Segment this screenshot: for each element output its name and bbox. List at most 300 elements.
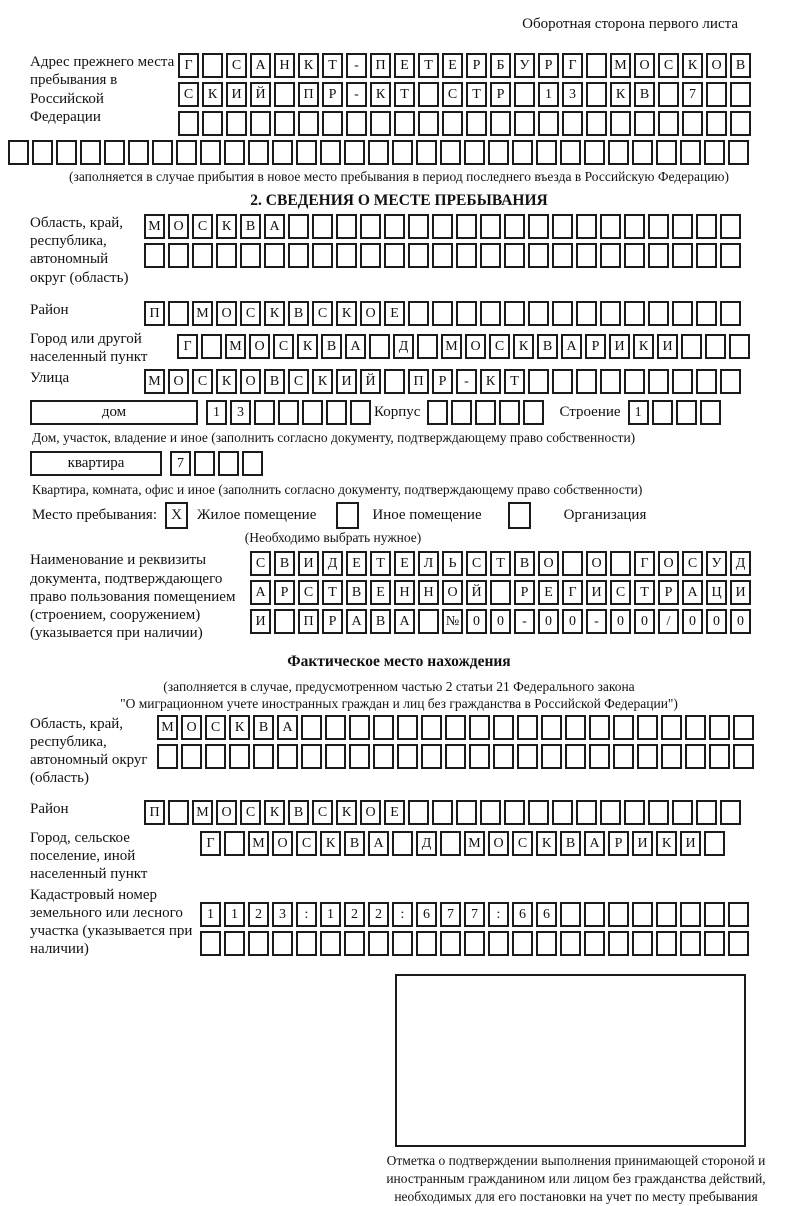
char-cell[interactable] bbox=[493, 744, 514, 769]
char-cell[interactable] bbox=[296, 140, 317, 165]
char-cell[interactable]: К bbox=[297, 334, 318, 359]
char-cell[interactable]: 6 bbox=[536, 902, 557, 927]
char-cell[interactable] bbox=[552, 369, 573, 394]
char-cell[interactable]: О bbox=[658, 551, 679, 576]
char-cell[interactable] bbox=[624, 214, 645, 239]
char-cell[interactable]: № bbox=[442, 609, 463, 634]
char-cell[interactable] bbox=[298, 111, 319, 136]
char-cell[interactable]: С bbox=[682, 551, 703, 576]
char-cell[interactable] bbox=[205, 744, 226, 769]
char-cell[interactable]: А bbox=[277, 715, 298, 740]
char-cell[interactable]: С bbox=[312, 800, 333, 825]
char-cell[interactable] bbox=[456, 301, 477, 326]
char-cell[interactable] bbox=[528, 301, 549, 326]
char-cell[interactable] bbox=[600, 243, 621, 268]
char-cell[interactable]: В bbox=[634, 82, 655, 107]
char-cell[interactable] bbox=[432, 243, 453, 268]
char-cell[interactable] bbox=[288, 243, 309, 268]
char-cell[interactable] bbox=[242, 451, 263, 476]
char-cell[interactable]: В bbox=[730, 53, 751, 78]
char-cell[interactable]: К bbox=[202, 82, 223, 107]
char-cell[interactable] bbox=[368, 140, 389, 165]
char-cell[interactable] bbox=[416, 140, 437, 165]
char-cell[interactable] bbox=[656, 140, 677, 165]
char-cell[interactable] bbox=[248, 140, 269, 165]
char-cell[interactable]: С bbox=[512, 831, 533, 856]
char-cell[interactable] bbox=[344, 931, 365, 956]
char-cell[interactable] bbox=[672, 800, 693, 825]
char-cell[interactable]: К bbox=[336, 301, 357, 326]
char-cell[interactable] bbox=[608, 902, 629, 927]
char-cell[interactable]: И bbox=[609, 334, 630, 359]
char-cell[interactable]: А bbox=[561, 334, 582, 359]
char-cell[interactable]: О bbox=[465, 334, 486, 359]
char-cell[interactable] bbox=[696, 214, 717, 239]
char-cell[interactable]: К bbox=[336, 800, 357, 825]
char-cell[interactable] bbox=[200, 931, 221, 956]
char-cell[interactable]: М bbox=[144, 214, 165, 239]
char-cell[interactable] bbox=[560, 902, 581, 927]
char-cell[interactable] bbox=[240, 243, 261, 268]
char-cell[interactable] bbox=[634, 111, 655, 136]
char-cell[interactable] bbox=[200, 140, 221, 165]
char-cell[interactable] bbox=[517, 715, 538, 740]
apartment-box[interactable]: квартира bbox=[30, 451, 162, 476]
char-cell[interactable] bbox=[589, 715, 610, 740]
char-cell[interactable]: Е bbox=[384, 301, 405, 326]
char-cell[interactable] bbox=[729, 334, 750, 359]
char-cell[interactable] bbox=[312, 243, 333, 268]
char-cell[interactable] bbox=[490, 111, 511, 136]
char-cell[interactable]: О bbox=[538, 551, 559, 576]
char-cell[interactable]: В bbox=[288, 800, 309, 825]
char-cell[interactable] bbox=[456, 800, 477, 825]
char-cell[interactable]: Г bbox=[562, 580, 583, 605]
char-cell[interactable] bbox=[320, 931, 341, 956]
char-cell[interactable]: 1 bbox=[538, 82, 559, 107]
char-cell[interactable]: Е bbox=[384, 800, 405, 825]
char-cell[interactable] bbox=[226, 111, 247, 136]
char-cell[interactable] bbox=[696, 369, 717, 394]
char-cell[interactable]: Н bbox=[418, 580, 439, 605]
char-cell[interactable] bbox=[418, 111, 439, 136]
char-cell[interactable]: Е bbox=[442, 53, 463, 78]
char-cell[interactable] bbox=[610, 551, 631, 576]
char-cell[interactable] bbox=[421, 715, 442, 740]
char-cell[interactable]: К bbox=[656, 831, 677, 856]
char-cell[interactable] bbox=[464, 140, 485, 165]
char-cell[interactable]: В bbox=[514, 551, 535, 576]
char-cell[interactable]: 2 bbox=[248, 902, 269, 927]
char-cell[interactable] bbox=[586, 82, 607, 107]
char-cell[interactable]: М bbox=[248, 831, 269, 856]
char-cell[interactable] bbox=[541, 715, 562, 740]
char-cell[interactable]: С bbox=[298, 580, 319, 605]
char-cell[interactable]: О bbox=[272, 831, 293, 856]
char-cell[interactable] bbox=[584, 902, 605, 927]
char-cell[interactable] bbox=[696, 243, 717, 268]
char-cell[interactable] bbox=[512, 931, 533, 956]
char-cell[interactable]: К bbox=[682, 53, 703, 78]
char-cell[interactable]: 7 bbox=[682, 82, 703, 107]
char-cell[interactable]: С bbox=[205, 715, 226, 740]
char-cell[interactable]: - bbox=[346, 82, 367, 107]
char-cell[interactable]: Р bbox=[514, 580, 535, 605]
char-cell[interactable]: : bbox=[296, 902, 317, 927]
char-cell[interactable]: П bbox=[370, 53, 391, 78]
char-cell[interactable] bbox=[656, 902, 677, 927]
char-cell[interactable] bbox=[202, 111, 223, 136]
char-cell[interactable]: Р bbox=[538, 53, 559, 78]
char-cell[interactable] bbox=[733, 744, 754, 769]
char-cell[interactable] bbox=[514, 82, 535, 107]
organization-checkbox[interactable] bbox=[508, 502, 531, 529]
char-cell[interactable]: А bbox=[394, 609, 415, 634]
char-cell[interactable]: О bbox=[634, 53, 655, 78]
char-cell[interactable]: И bbox=[250, 609, 271, 634]
char-cell[interactable]: Т bbox=[370, 551, 391, 576]
char-cell[interactable] bbox=[373, 744, 394, 769]
char-cell[interactable] bbox=[600, 301, 621, 326]
char-cell[interactable]: Р bbox=[432, 369, 453, 394]
char-cell[interactable] bbox=[632, 931, 653, 956]
char-cell[interactable] bbox=[369, 334, 390, 359]
char-cell[interactable] bbox=[350, 400, 371, 425]
char-cell[interactable] bbox=[408, 800, 429, 825]
char-cell[interactable] bbox=[523, 400, 544, 425]
char-cell[interactable] bbox=[705, 334, 726, 359]
char-cell[interactable] bbox=[418, 82, 439, 107]
char-cell[interactable] bbox=[344, 140, 365, 165]
char-cell[interactable] bbox=[336, 214, 357, 239]
char-cell[interactable]: 6 bbox=[416, 902, 437, 927]
char-cell[interactable] bbox=[528, 243, 549, 268]
char-cell[interactable] bbox=[704, 931, 725, 956]
char-cell[interactable] bbox=[440, 931, 461, 956]
char-cell[interactable]: 2 bbox=[368, 902, 389, 927]
char-cell[interactable]: В bbox=[240, 214, 261, 239]
char-cell[interactable] bbox=[565, 744, 586, 769]
char-cell[interactable] bbox=[202, 53, 223, 78]
char-cell[interactable] bbox=[536, 931, 557, 956]
char-cell[interactable] bbox=[288, 214, 309, 239]
char-cell[interactable] bbox=[552, 800, 573, 825]
char-cell[interactable] bbox=[562, 111, 583, 136]
char-cell[interactable]: 0 bbox=[610, 609, 631, 634]
char-cell[interactable]: О bbox=[586, 551, 607, 576]
char-cell[interactable] bbox=[552, 243, 573, 268]
char-cell[interactable]: В bbox=[537, 334, 558, 359]
char-cell[interactable] bbox=[720, 243, 741, 268]
char-cell[interactable] bbox=[421, 744, 442, 769]
char-cell[interactable]: В bbox=[274, 551, 295, 576]
char-cell[interactable]: П bbox=[298, 609, 319, 634]
char-cell[interactable] bbox=[672, 301, 693, 326]
char-cell[interactable]: Н bbox=[394, 580, 415, 605]
char-cell[interactable]: Р bbox=[490, 82, 511, 107]
char-cell[interactable]: В bbox=[321, 334, 342, 359]
char-cell[interactable]: Л bbox=[418, 551, 439, 576]
char-cell[interactable] bbox=[728, 931, 749, 956]
char-cell[interactable] bbox=[552, 301, 573, 326]
char-cell[interactable]: 3 bbox=[230, 400, 251, 425]
char-cell[interactable] bbox=[514, 111, 535, 136]
char-cell[interactable] bbox=[168, 243, 189, 268]
char-cell[interactable] bbox=[600, 214, 621, 239]
char-cell[interactable] bbox=[152, 140, 173, 165]
other-premises-checkbox[interactable] bbox=[336, 502, 359, 529]
char-cell[interactable]: Т bbox=[490, 551, 511, 576]
char-cell[interactable] bbox=[32, 140, 53, 165]
char-cell[interactable] bbox=[224, 931, 245, 956]
char-cell[interactable] bbox=[157, 744, 178, 769]
char-cell[interactable] bbox=[704, 902, 725, 927]
char-cell[interactable]: О bbox=[181, 715, 202, 740]
char-cell[interactable] bbox=[658, 82, 679, 107]
char-cell[interactable]: 1 bbox=[224, 902, 245, 927]
char-cell[interactable] bbox=[194, 451, 215, 476]
char-cell[interactable] bbox=[589, 744, 610, 769]
char-cell[interactable] bbox=[562, 551, 583, 576]
char-cell[interactable] bbox=[253, 744, 274, 769]
char-cell[interactable]: С bbox=[250, 551, 271, 576]
char-cell[interactable] bbox=[696, 800, 717, 825]
char-cell[interactable] bbox=[706, 82, 727, 107]
char-cell[interactable] bbox=[720, 301, 741, 326]
char-cell[interactable] bbox=[488, 931, 509, 956]
char-cell[interactable] bbox=[464, 931, 485, 956]
char-cell[interactable]: Д bbox=[730, 551, 751, 576]
char-cell[interactable]: В bbox=[253, 715, 274, 740]
char-cell[interactable] bbox=[475, 400, 496, 425]
char-cell[interactable]: - bbox=[514, 609, 535, 634]
residential-checkbox[interactable]: X bbox=[165, 502, 188, 529]
char-cell[interactable]: К bbox=[298, 53, 319, 78]
char-cell[interactable] bbox=[504, 243, 525, 268]
char-cell[interactable]: Й bbox=[360, 369, 381, 394]
char-cell[interactable] bbox=[302, 400, 323, 425]
char-cell[interactable]: 0 bbox=[490, 609, 511, 634]
char-cell[interactable] bbox=[610, 111, 631, 136]
char-cell[interactable]: С bbox=[192, 214, 213, 239]
char-cell[interactable] bbox=[648, 243, 669, 268]
char-cell[interactable] bbox=[360, 243, 381, 268]
char-cell[interactable] bbox=[201, 334, 222, 359]
char-cell[interactable]: П bbox=[144, 800, 165, 825]
char-cell[interactable]: С bbox=[466, 551, 487, 576]
char-cell[interactable] bbox=[432, 800, 453, 825]
char-cell[interactable] bbox=[608, 140, 629, 165]
char-cell[interactable] bbox=[488, 140, 509, 165]
char-cell[interactable] bbox=[274, 609, 295, 634]
char-cell[interactable]: Д bbox=[322, 551, 343, 576]
char-cell[interactable]: М bbox=[192, 301, 213, 326]
char-cell[interactable]: В bbox=[370, 609, 391, 634]
char-cell[interactable]: И bbox=[226, 82, 247, 107]
char-cell[interactable] bbox=[80, 140, 101, 165]
char-cell[interactable] bbox=[384, 369, 405, 394]
char-cell[interactable]: Е bbox=[394, 551, 415, 576]
char-cell[interactable]: С bbox=[442, 82, 463, 107]
char-cell[interactable]: К bbox=[312, 369, 333, 394]
char-cell[interactable]: Г bbox=[562, 53, 583, 78]
char-cell[interactable] bbox=[224, 140, 245, 165]
char-cell[interactable] bbox=[541, 744, 562, 769]
char-cell[interactable] bbox=[493, 715, 514, 740]
char-cell[interactable] bbox=[709, 744, 730, 769]
char-cell[interactable] bbox=[326, 400, 347, 425]
char-cell[interactable]: О bbox=[488, 831, 509, 856]
char-cell[interactable] bbox=[504, 301, 525, 326]
char-cell[interactable] bbox=[8, 140, 29, 165]
char-cell[interactable] bbox=[480, 214, 501, 239]
char-cell[interactable]: Т bbox=[322, 53, 343, 78]
char-cell[interactable] bbox=[296, 931, 317, 956]
char-cell[interactable]: Р bbox=[322, 82, 343, 107]
char-cell[interactable] bbox=[706, 111, 727, 136]
char-cell[interactable] bbox=[432, 301, 453, 326]
house-box[interactable]: дом bbox=[30, 400, 198, 425]
char-cell[interactable] bbox=[700, 400, 721, 425]
char-cell[interactable]: М bbox=[192, 800, 213, 825]
char-cell[interactable] bbox=[392, 931, 413, 956]
char-cell[interactable] bbox=[624, 800, 645, 825]
char-cell[interactable] bbox=[144, 243, 165, 268]
char-cell[interactable] bbox=[176, 140, 197, 165]
char-cell[interactable] bbox=[432, 214, 453, 239]
char-cell[interactable] bbox=[322, 111, 343, 136]
char-cell[interactable] bbox=[637, 744, 658, 769]
char-cell[interactable] bbox=[672, 369, 693, 394]
char-cell[interactable]: И bbox=[680, 831, 701, 856]
char-cell[interactable]: 2 bbox=[344, 902, 365, 927]
char-cell[interactable] bbox=[456, 214, 477, 239]
char-cell[interactable]: Е bbox=[394, 53, 415, 78]
char-cell[interactable]: М bbox=[464, 831, 485, 856]
char-cell[interactable]: Ь bbox=[442, 551, 463, 576]
char-cell[interactable]: Г bbox=[177, 334, 198, 359]
char-cell[interactable]: : bbox=[488, 902, 509, 927]
char-cell[interactable]: И bbox=[586, 580, 607, 605]
char-cell[interactable] bbox=[320, 140, 341, 165]
char-cell[interactable] bbox=[368, 931, 389, 956]
char-cell[interactable]: С bbox=[312, 301, 333, 326]
char-cell[interactable] bbox=[685, 715, 706, 740]
char-cell[interactable] bbox=[336, 243, 357, 268]
char-cell[interactable] bbox=[681, 334, 702, 359]
char-cell[interactable] bbox=[312, 214, 333, 239]
char-cell[interactable] bbox=[696, 301, 717, 326]
char-cell[interactable] bbox=[408, 243, 429, 268]
char-cell[interactable]: - bbox=[346, 53, 367, 78]
char-cell[interactable] bbox=[254, 400, 275, 425]
char-cell[interactable] bbox=[325, 715, 346, 740]
char-cell[interactable] bbox=[370, 111, 391, 136]
char-cell[interactable] bbox=[445, 744, 466, 769]
char-cell[interactable]: С bbox=[288, 369, 309, 394]
char-cell[interactable]: М bbox=[225, 334, 246, 359]
char-cell[interactable] bbox=[730, 111, 751, 136]
char-cell[interactable]: К bbox=[633, 334, 654, 359]
char-cell[interactable] bbox=[128, 140, 149, 165]
char-cell[interactable]: С bbox=[273, 334, 294, 359]
char-cell[interactable]: А bbox=[584, 831, 605, 856]
char-cell[interactable] bbox=[733, 715, 754, 740]
char-cell[interactable] bbox=[301, 715, 322, 740]
char-cell[interactable]: Т bbox=[394, 82, 415, 107]
char-cell[interactable] bbox=[499, 400, 520, 425]
char-cell[interactable]: К bbox=[513, 334, 534, 359]
char-cell[interactable]: Т bbox=[634, 580, 655, 605]
char-cell[interactable]: С bbox=[240, 800, 261, 825]
char-cell[interactable] bbox=[648, 301, 669, 326]
char-cell[interactable]: Б bbox=[490, 53, 511, 78]
char-cell[interactable] bbox=[528, 369, 549, 394]
char-cell[interactable] bbox=[272, 931, 293, 956]
char-cell[interactable]: Н bbox=[274, 53, 295, 78]
char-cell[interactable] bbox=[442, 111, 463, 136]
char-cell[interactable] bbox=[661, 715, 682, 740]
char-cell[interactable] bbox=[538, 111, 559, 136]
char-cell[interactable]: М bbox=[610, 53, 631, 78]
char-cell[interactable] bbox=[656, 931, 677, 956]
char-cell[interactable]: 1 bbox=[206, 400, 227, 425]
char-cell[interactable] bbox=[325, 744, 346, 769]
char-cell[interactable]: С bbox=[240, 301, 261, 326]
char-cell[interactable]: 3 bbox=[272, 902, 293, 927]
char-cell[interactable] bbox=[274, 82, 295, 107]
char-cell[interactable]: 3 bbox=[562, 82, 583, 107]
char-cell[interactable]: А bbox=[368, 831, 389, 856]
char-cell[interactable]: В bbox=[346, 580, 367, 605]
char-cell[interactable] bbox=[661, 744, 682, 769]
char-cell[interactable] bbox=[408, 301, 429, 326]
char-cell[interactable] bbox=[600, 369, 621, 394]
char-cell[interactable] bbox=[528, 800, 549, 825]
char-cell[interactable] bbox=[218, 451, 239, 476]
char-cell[interactable] bbox=[416, 931, 437, 956]
char-cell[interactable]: Р bbox=[274, 580, 295, 605]
char-cell[interactable] bbox=[168, 301, 189, 326]
char-cell[interactable]: О bbox=[249, 334, 270, 359]
char-cell[interactable] bbox=[456, 243, 477, 268]
char-cell[interactable] bbox=[613, 715, 634, 740]
char-cell[interactable] bbox=[392, 831, 413, 856]
char-cell[interactable] bbox=[720, 369, 741, 394]
char-cell[interactable]: А bbox=[250, 53, 271, 78]
char-cell[interactable] bbox=[632, 140, 653, 165]
char-cell[interactable] bbox=[192, 243, 213, 268]
char-cell[interactable] bbox=[418, 609, 439, 634]
char-cell[interactable] bbox=[613, 744, 634, 769]
char-cell[interactable] bbox=[274, 111, 295, 136]
char-cell[interactable]: Р bbox=[585, 334, 606, 359]
char-cell[interactable] bbox=[584, 140, 605, 165]
char-cell[interactable]: У bbox=[706, 551, 727, 576]
char-cell[interactable] bbox=[181, 744, 202, 769]
char-cell[interactable] bbox=[469, 744, 490, 769]
char-cell[interactable] bbox=[384, 243, 405, 268]
char-cell[interactable]: О bbox=[360, 800, 381, 825]
char-cell[interactable] bbox=[451, 400, 472, 425]
char-cell[interactable] bbox=[576, 214, 597, 239]
char-cell[interactable] bbox=[528, 214, 549, 239]
char-cell[interactable] bbox=[624, 301, 645, 326]
char-cell[interactable]: В bbox=[264, 369, 285, 394]
char-cell[interactable] bbox=[178, 111, 199, 136]
char-cell[interactable] bbox=[272, 140, 293, 165]
char-cell[interactable] bbox=[264, 243, 285, 268]
